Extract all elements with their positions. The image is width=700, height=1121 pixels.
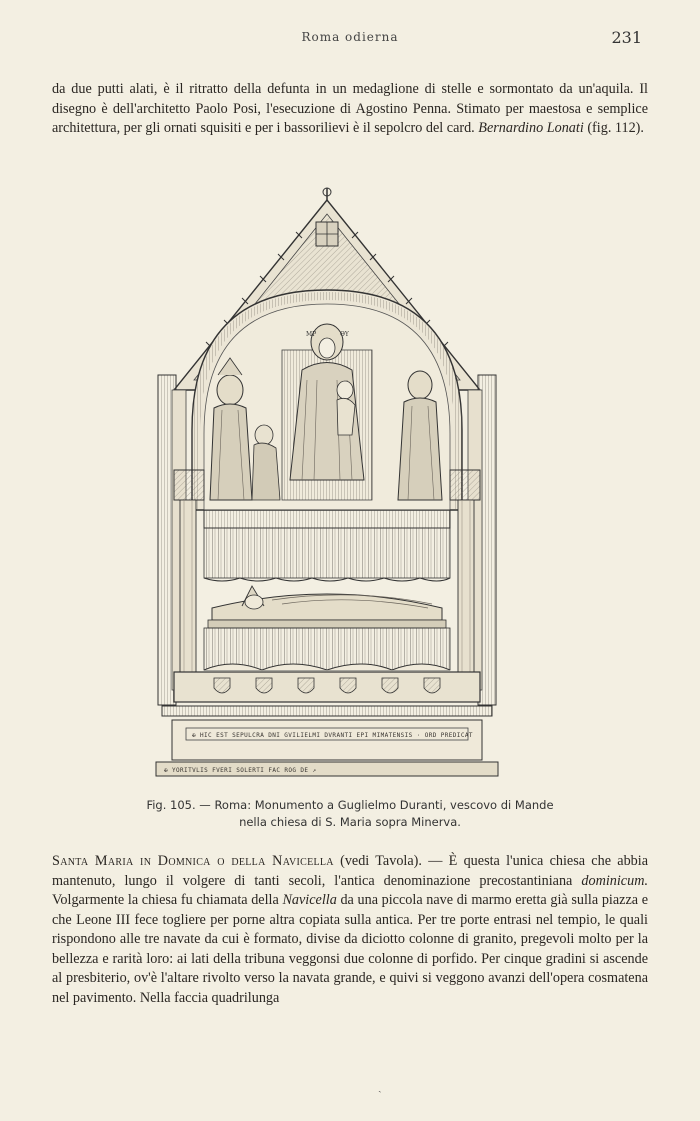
lower-drapery bbox=[204, 628, 450, 670]
madonna-and-child bbox=[282, 324, 372, 500]
running-head: Roma odierna bbox=[301, 30, 399, 44]
intro-text: da due putti alati, è il ritratto della defunta in un medaglione di stelle e sormontato da un'aquila. Il disegno è dell'architetto Paolo Posi, l'esecuzione di Agostino Penna. Stimato per maestosa e semplice architettura, per gli ornati squisiti e per i bassorilievi è il sepolcro del card. bbox=[52, 81, 648, 136]
caption-line-1: Fig. 105. — Roma: Monumento a Guglielmo Duranti, vescovo di Mande bbox=[146, 798, 554, 812]
section-text-1: (vedi Tavola). — È questa l'unica chiesa che abbia mantenuto, lungo il volgere di tanti secoli, l'antica denominazione precostantiniana bbox=[52, 853, 648, 889]
medallion-left-label: MP bbox=[306, 331, 317, 338]
section-title: Santa Maria in Domnica o della Navicella bbox=[52, 853, 334, 869]
intro-italic-name: Bernardino Lonati bbox=[478, 120, 584, 136]
section-italic-dominicum: dominicum. bbox=[581, 872, 648, 889]
section-text-3: da una piccola nave di marmo eretta già sulla piazza e che Leone III fece togliere per porne altra copiata sulla antica. Per tre porte entrasi nel tempio, le quali rispondono alle tre navate da cui è formato, divise da diciotto colonne di granito, pregevoli molto per la bellezza e rarità loro: ai lati della tribuna veggonsi due colonne di porfido. Per cinque gradini si ascende al presbiterio, ov'è l'altare rivolto verso la navata grande, e quivi si veggono avanzi dell'opera cosmatena nel pavimento. Nella faccia quadrilunga bbox=[52, 892, 648, 1006]
intro-text-end: (fig. 112). bbox=[583, 120, 644, 136]
lower-inscription: ✠ YORITVLIS FVERI SOLERTI FAC ROG DE ↗ bbox=[164, 767, 317, 774]
monument-engraving bbox=[152, 180, 502, 780]
intro-paragraph bbox=[52, 80, 648, 139]
effigy-of-bishop bbox=[208, 586, 446, 628]
section-paragraph bbox=[52, 852, 648, 1008]
section-text-2: Volgarmente la chiesa fu chiamata della bbox=[52, 892, 283, 908]
page-number: 231 bbox=[611, 28, 642, 47]
figure-caption bbox=[52, 797, 648, 831]
medallion-right-label: ΘΥ bbox=[340, 331, 349, 338]
upper-inscription: ✠ HIC EST SEPULCRA DNI GVILIELMI DVRANTI EPI MIMATENSIS · ORD PREDICAT bbox=[192, 732, 473, 739]
signature-mark: ˏ bbox=[378, 1080, 382, 1093]
section-italic-navicella: Navicella bbox=[282, 892, 337, 908]
sarcophagus-base bbox=[156, 706, 498, 776]
heraldic-frieze bbox=[174, 672, 480, 702]
upper-curtain bbox=[204, 510, 450, 581]
caption-line-2: nella chiesa di S. Maria sopra Minerva. bbox=[239, 815, 461, 829]
